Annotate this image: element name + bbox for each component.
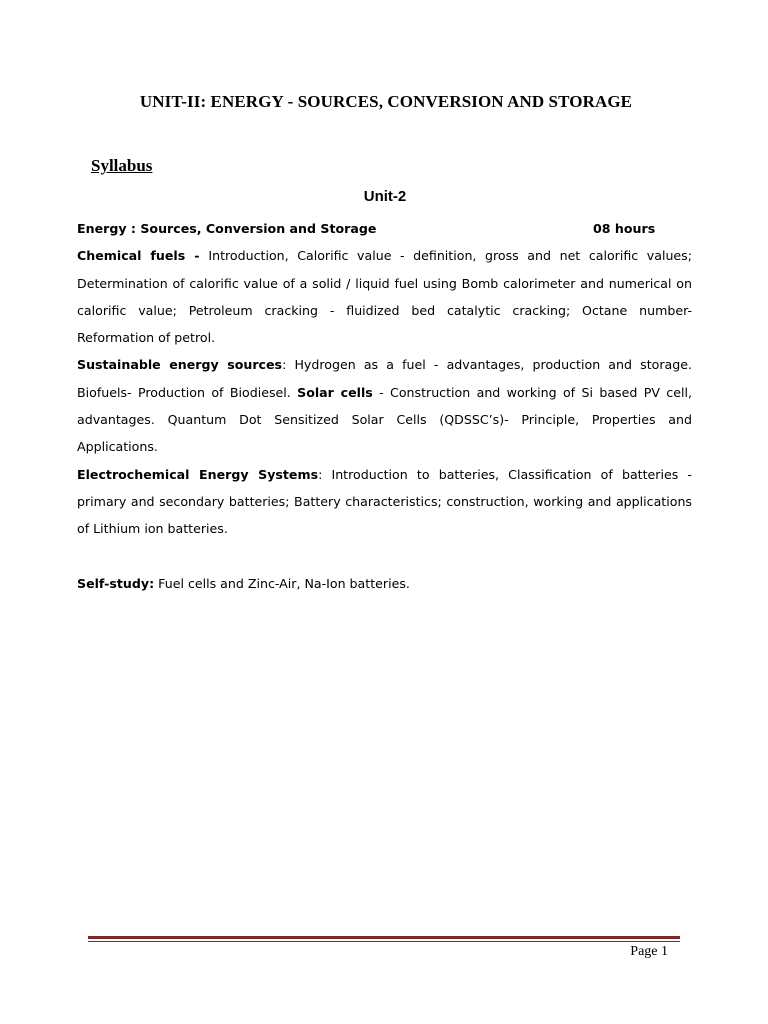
self-study-paragraph — [77, 570, 692, 597]
unit-label — [0, 188, 768, 205]
energy-topic-line — [77, 215, 692, 242]
chemical-fuels-paragraph — [77, 242, 692, 351]
spacer — [77, 543, 692, 570]
chemical-fuels-heading: Chemical fuels - — [77, 248, 209, 264]
syllabus-heading: Syllabus — [91, 156, 153, 175]
footer-rule-thin — [88, 941, 680, 942]
solar-cells-heading: Solar cells — [297, 384, 373, 400]
electrochemical-paragraph — [77, 461, 692, 543]
sustainable-heading: Sustainable energy sources — [77, 357, 283, 373]
sustainable-text-1: : Hydrogen as a fuel - advantages, production and storage. Biofuels- Production of Biodiesel. — [77, 357, 692, 400]
syllabus-body — [77, 215, 692, 597]
page-number: Page 1 — [630, 944, 668, 959]
electrochemical-heading: Electrochemical Energy Systems — [77, 466, 319, 482]
sustainable-text-2: - Construction and working of Si based PV cell, advantages. Quantum Dot Sensitized Solar Cells (QDSSC’s)- Principle, Properties and Applications. — [77, 384, 692, 455]
energy-hours: 08 hours — [593, 221, 656, 236]
self-study-text: Fuel cells and Zinc-Air, Na-Ion batteries. — [154, 575, 410, 591]
sustainable-paragraph — [77, 351, 692, 460]
page-title: UNIT-II: ENERGY - SOURCES, CONVERSION AND STORAGE — [139, 92, 633, 111]
chemical-fuels-text: Introduction, Calorific value - definition, gross and net calorific values; Determination of calorific value of a solid / liquid fuel using Bomb calorimeter and numerical on calorific value; Petroleum cracking - fluidized bed catalytic cracking; Octane number- Reformation of petrol. — [77, 248, 692, 346]
unit-label-text: Unit-2 — [363, 188, 407, 205]
self-study-heading: Self-study: — [77, 575, 155, 591]
footer-rule-thick — [88, 936, 680, 939]
electrochemical-text: : Introduction to batteries, Classification of batteries - primary and secondary batteries; Battery characteristics; construction, working and applications of Lithium ion batteries. — [77, 466, 692, 537]
energy-topic: Energy : Sources, Conversion and Storage — [77, 221, 377, 236]
